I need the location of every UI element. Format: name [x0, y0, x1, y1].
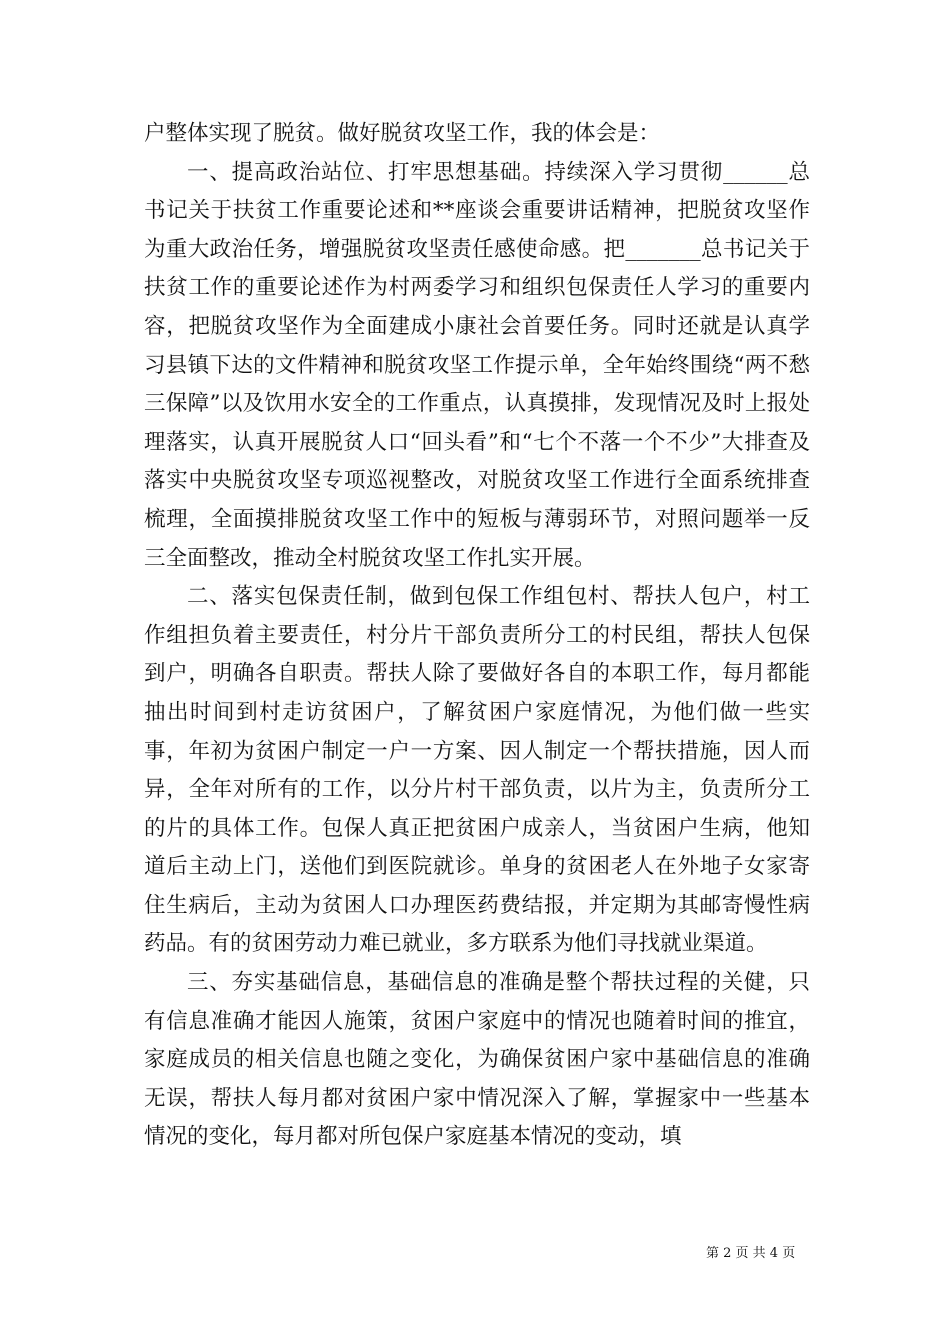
paragraph-section-2: 二、落实包保责任制，做到包保工作组包村、帮扶人包户，村工作组担负着主要责任，村分片干部负责所分工的村民组，帮扶人包保到户，明确各自职责。帮扶人除了要做好各自的本职工作，每月都能抽出时间到村走访贫困户，了解贫困户家庭情况，为他们做一些实事，年初为贫困户制定一户一方案、因人制定一个帮扶措施，因人而异，全年对所有的工作，以分片村干部负责，以片为主，负责所分工的片的具体工作。包保人真正把贫困户成亲人，当贫困户生病，他知道后主动上门，送他们到医院就诊。单身的贫困老人在外地子女家寄住生病后，主动为贫困人口办理医药费结报，并定期为其邮寄慢性病药品。有的贫困劳动力难已就业，多方联系为他们寻找就业渠道。: [144, 584, 810, 957]
paragraph-continuation: 户整体实现了脱贫。做好脱贫攻坚工作，我的体会是：: [144, 121, 661, 146]
document-body: [144, 115, 810, 1157]
page-number-footer: 第 2 页 共 4 页: [706, 1246, 796, 1261]
paragraph-section-1: 一、提高政治站位、打牢思想基础。持续深入学习贯彻______总书记关于扶贫工作重要论述和**座谈会重要讲话精神，把脱贫攻坚作为重大政治任务，增强脱贫攻坚责任感使命感。把_______总书记关于扶贫工作的重要论述作为村两委学习和组织包保责任人学习的重要内容，把脱贫攻坚作为全面建成小康社会首要任务。同时还就是认真学习县镇下达的文件精神和脱贫攻坚工作提示单，全年始终围绕“两不愁三保障”以及饮用水安全的工作重点，认真摸排，发现情况及时上报处理落实，认真开展脱贫人口“回头看”和“七个不落一个不少”大排查及落实中央脱贫攻坚专项巡视整改，对脱贫攻坚工作进行全面系统排查梳理，全面摸排脱贫攻坚工作中的短板与薄弱环节，对照问题举一反三全面整改，推动全村脱贫攻坚工作扎实开展。: [144, 159, 810, 571]
paragraph-section-3: 三、夯实基础信息，基础信息的准确是整个帮扶过程的关健，只有信息准确才能因人施策，贫困户家庭中的情况也随着时间的推宜，家庭成员的相关信息也随之变化，为确保贫困户家中基础信息的准确无误，帮扶人每月都对贫困户家中情况深入了解，掌握家中一些基本情况的变化，每月都对所包保户家庭基本情况的变动，填: [144, 970, 810, 1150]
